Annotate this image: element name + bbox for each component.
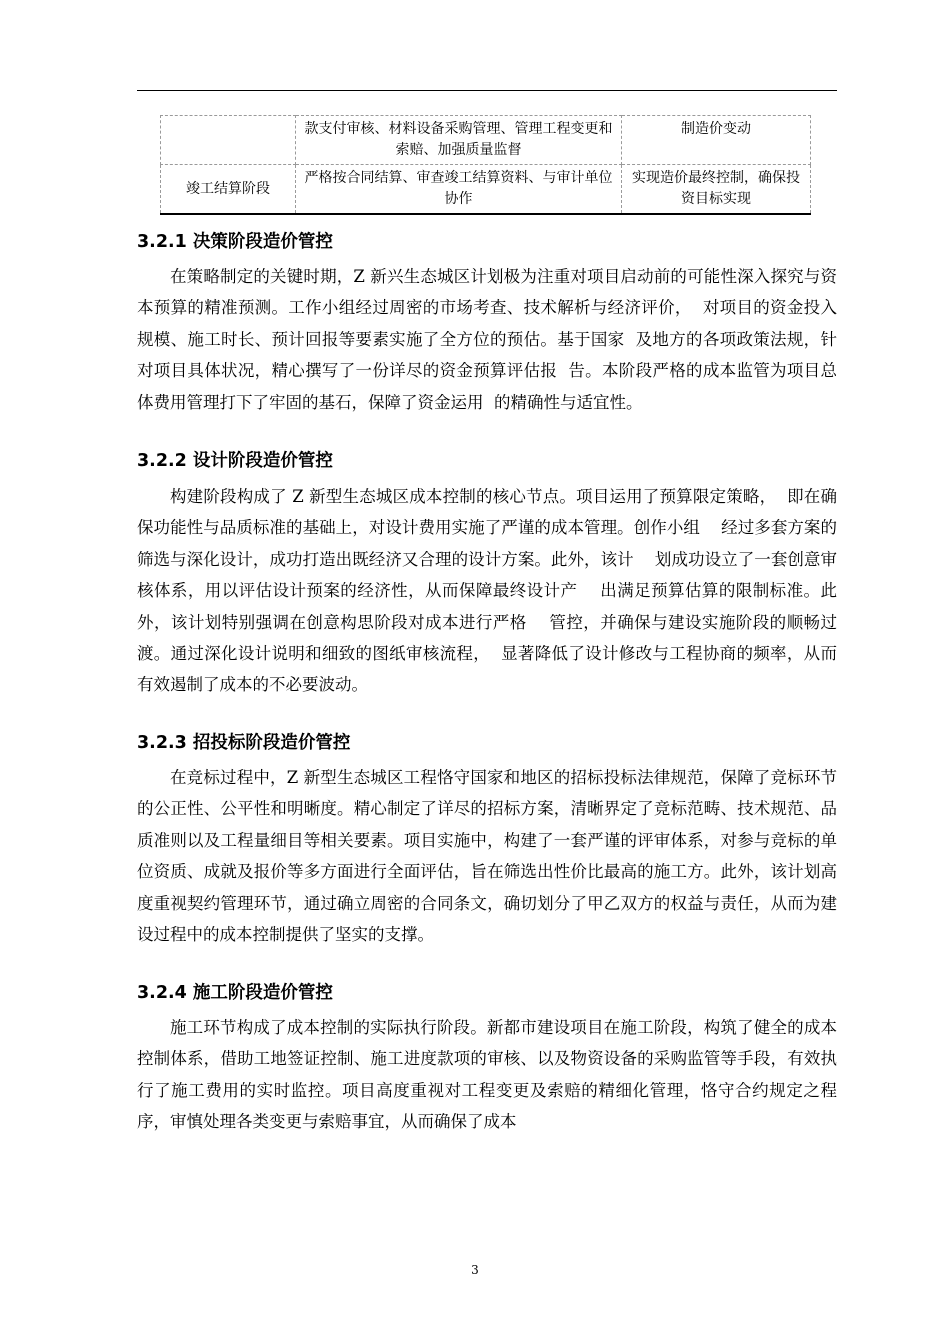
section-body-3-2-3: 在竞标过程中，Z 新型生态城区工程恪守国家和地区的招标投标法律规范，保障了竞标环节的公正性、公平性和明晰度。精心制定了详尽的招标方案，清晰界定了竞标范畴、技术规范、品质准则以及工程量细目等相关要素。项目实施中，构建了一套严谨的评审体系，对参与竞标的单位资质、成就及报价等多方面进行全面评估，旨在筛选出性价比最高的施工方。此外，该计划高度重视契约管理环节，通过确立周密的合同条文，确切划分了甲乙双方的权益与责任，从而为建设过程中的成本控制提供了坚实的支撑。 (137, 768, 837, 945)
section-body-3-2-1: 在策略制定的关键时期，Z 新兴生态城区计划极为注重对项目启动前的可能性深入探究与资本预算的精准预测。工作小组经过周密的市场考查、技术解析与经济评价， 对项目的资金投入规模、施工时长、预计回报等要素实施了全方位的预估。基于国家 及地方的各项政策法规，针对项目具体状况，精心撰写了一份详尽的资金预算评估报 告。本阶段严格的成本监管为项目总体费用管理打下了牢固的基石，保障了资金运用 的精确性与适宜性。 (137, 267, 837, 412)
measures-cell: 款支付审核、材料设备采购管理、管理工程变更和索赔、加强质量监督 (296, 116, 622, 165)
page-number: 3 (471, 1263, 479, 1277)
section-heading-3-2-1: 3.2.1 决策阶段造价管控 (137, 232, 333, 252)
goal-cell: 实现造价最终控制，确保投资目标实现 (622, 165, 811, 215)
section-heading-3-2-2: 3.2.2 设计阶段造价管控 (137, 451, 333, 471)
cost-control-table (160, 115, 811, 215)
section-body-3-2-4: 施工环节构成了成本控制的实际执行阶段。新都市建设项目在施工阶段，构筑了健全的成本控制体系，借助工地签证控制、施工进度款项的审核、以及物资设备的采购监管等手段，有效执行了施工费用的实时监控。项目高度重视对工程变更及索赔的精细化管理，恪守合约规定之程序，审慎处理各类变更与索赔事宜，从而确保了成本 (137, 1018, 837, 1132)
section-heading-3-2-4: 3.2.4 施工阶段造价管控 (137, 983, 333, 1003)
section-heading-3-2-3: 3.2.3 招投标阶段造价管控 (137, 733, 351, 753)
stage-cell: 竣工结算阶段 (161, 165, 296, 215)
stage-cell (161, 116, 296, 165)
table-row (161, 165, 811, 215)
section-body-3-2-2: 构建阶段构成了 Z 新型生态城区成本控制的核心节点。项目运用了预算限定策略， 即在确保功能性与品质标准的基础上，对设计费用实施了严谨的成本管理。创作小组 经过多套方案的筛选与深化设计，成功打造出既经济又合理的设计方案。此外，该计 划成功设立了一套创意审核体系，用以评估设计预案的经济性，从而保障最终设计产 出满足预算估算的限制标准。此外，该计划特别强调在创意构思阶段对成本进行严格 管控，并确保与建设实施阶段的顺畅过渡。通过深化设计说明和细致的图纸审核流程， 显著降低了设计修改与工程协商的频率，从而有效遏制了成本的不必要波动。 (137, 487, 837, 695)
header-rule (137, 90, 837, 91)
goal-cell: 制造价变动 (622, 116, 811, 165)
table-row (161, 116, 811, 165)
measures-cell: 严格按合同结算、审查竣工结算资料、与审计单位协作 (296, 165, 622, 215)
